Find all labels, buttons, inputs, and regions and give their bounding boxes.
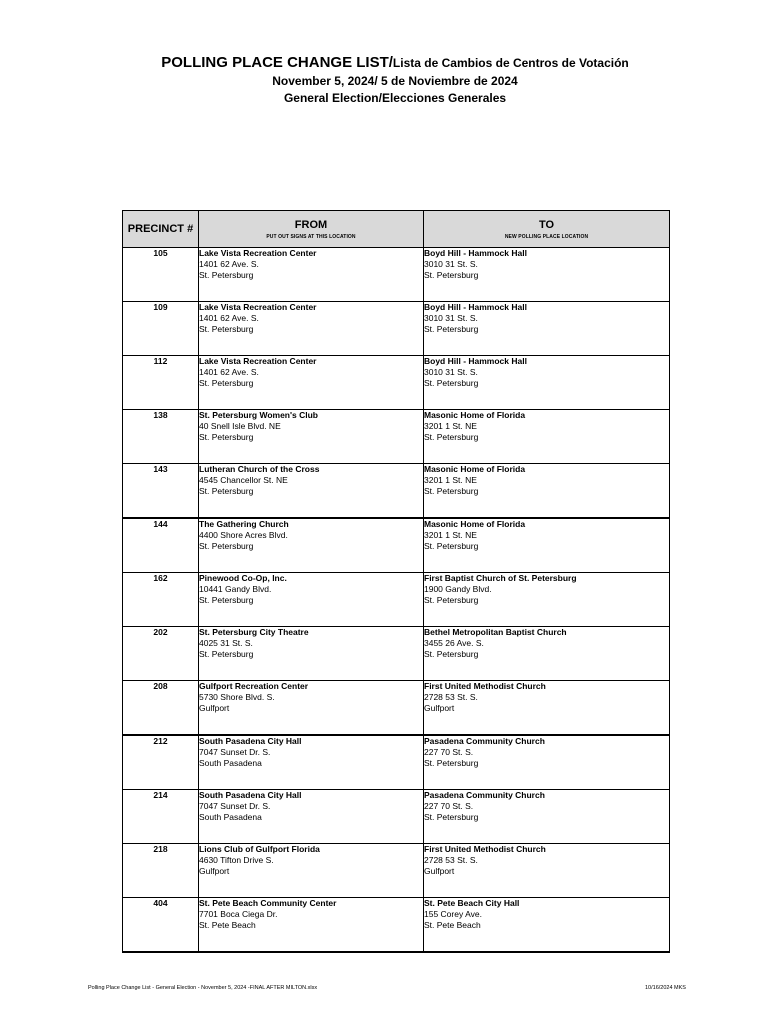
- from-location-address: 1401 62 Ave. S.: [199, 312, 259, 323]
- from-location: [199, 248, 424, 302]
- from-location-address: 1401 62 Ave. S.: [199, 258, 259, 269]
- to-location: [424, 735, 670, 790]
- precinct-column-header: PRECINCT #: [123, 211, 199, 248]
- to-location-city: St. Petersburg: [424, 648, 479, 659]
- precinct-number: 144: [123, 518, 199, 573]
- from-location: [199, 898, 424, 953]
- precinct-number: 208: [123, 681, 199, 736]
- to-location: [424, 518, 670, 573]
- to-location-city: St. Pete Beach: [424, 919, 481, 930]
- to-location-address: 3201 1 St. NE: [424, 529, 477, 540]
- from-location: [199, 627, 424, 681]
- to-location-name: Pasadena Community Church: [424, 736, 545, 746]
- to-location-name: Masonic Home of Florida: [424, 519, 526, 529]
- to-location-name: St. Pete Beach City Hall: [424, 898, 520, 908]
- from-location-name: South Pasadena City Hall: [199, 790, 302, 800]
- from-location-address: 7701 Boca Ciega Dr.: [199, 908, 278, 919]
- from-location: [199, 573, 424, 627]
- to-location-name: Bethel Metropolitan Baptist Church: [424, 627, 567, 637]
- to-location-city: Gulfport: [424, 865, 455, 876]
- to-location: [424, 464, 670, 519]
- from-location-name: South Pasadena City Hall: [199, 736, 302, 746]
- table-row: [123, 790, 670, 844]
- to-location-address: 2728 53 St. S.: [424, 691, 478, 702]
- to-location-name: Boyd Hill - Hammock Hall: [424, 302, 527, 312]
- footer-filename: Polling Place Change List - General Election - November 5, 2024 -FINAL AFTER MILTON.xlsx: [88, 985, 318, 991]
- from-location-address: 40 Snell Isle Blvd. NE: [199, 420, 281, 431]
- polling-change-table: [122, 210, 670, 953]
- precinct-number: 109: [123, 302, 199, 356]
- election-date: November 5, 2024/ 5 de Noviembre de 2024: [272, 74, 518, 88]
- to-location-city: St. Petersburg: [424, 377, 479, 388]
- table-row: [123, 681, 670, 736]
- from-location: [199, 356, 424, 410]
- to-location-name: Boyd Hill - Hammock Hall: [424, 248, 527, 258]
- from-location: [199, 844, 424, 898]
- from-location-name: Lake Vista Recreation Center: [199, 356, 317, 366]
- to-location-name: First United Methodist Church: [424, 681, 546, 691]
- from-location-name: The Gathering Church: [199, 519, 289, 529]
- to-location-name: Boyd Hill - Hammock Hall: [424, 356, 527, 366]
- from-location-name: Lutheran Church of the Cross: [199, 464, 320, 474]
- from-location-address: 1401 62 Ave. S.: [199, 366, 259, 377]
- to-location-address: 3201 1 St. NE: [424, 420, 477, 431]
- to-column-header: TO NEW POLLING PLACE LOCATION: [424, 211, 670, 248]
- from-location-city: St. Petersburg: [199, 377, 254, 388]
- to-location-name: Masonic Home of Florida: [424, 464, 526, 474]
- from-column-header: FROM PUT OUT SIGNS AT THIS LOCATION: [199, 211, 424, 248]
- from-location-city: St. Petersburg: [199, 594, 254, 605]
- to-location-city: St. Petersburg: [424, 594, 479, 605]
- to-location-city: St. Petersburg: [424, 485, 479, 496]
- from-location: [199, 464, 424, 519]
- to-location-address: 2728 53 St. S.: [424, 854, 478, 865]
- precinct-number: 214: [123, 790, 199, 844]
- from-location-name: St. Pete Beach Community Center: [199, 898, 337, 908]
- precinct-number: 212: [123, 735, 199, 790]
- from-location: [199, 790, 424, 844]
- to-location-city: St. Petersburg: [424, 811, 479, 822]
- from-location-address: 10441 Gandy Blvd.: [199, 583, 272, 594]
- precinct-number: 162: [123, 573, 199, 627]
- document-title: [0, 52, 768, 73]
- table-row: [123, 627, 670, 681]
- to-location-address: 155 Corey Ave.: [424, 908, 482, 919]
- precinct-number: 202: [123, 627, 199, 681]
- title-spanish: Lista de Cambios de Centros de Votación: [392, 56, 629, 70]
- from-location-city: Gulfport: [199, 865, 230, 876]
- from-location-address: 4545 Chancellor St. NE: [199, 474, 288, 485]
- footer-date-initials: 10/16/2024 MKS: [645, 985, 686, 991]
- from-location-name: St. Petersburg City Theatre: [199, 627, 309, 637]
- from-location: [199, 735, 424, 790]
- document-header: [0, 52, 768, 107]
- to-location-city: St. Petersburg: [424, 540, 479, 551]
- to-column-subheader: NEW POLLING PLACE LOCATION: [504, 233, 589, 240]
- table-row: [123, 464, 670, 519]
- from-location-city: South Pasadena: [199, 757, 262, 768]
- from-location-city: St. Petersburg: [199, 648, 254, 659]
- to-location-name: Masonic Home of Florida: [424, 410, 526, 420]
- precinct-number: 138: [123, 410, 199, 464]
- from-location-address: 7047 Sunset Dr. S.: [199, 800, 271, 811]
- from-location-address: 4630 Tifton Drive S.: [199, 854, 274, 865]
- table-row: [123, 518, 670, 573]
- to-location-city: St. Petersburg: [424, 323, 479, 334]
- precinct-number: 105: [123, 248, 199, 302]
- to-location: [424, 302, 670, 356]
- to-location: [424, 356, 670, 410]
- precinct-number: 112: [123, 356, 199, 410]
- from-location-name: Lake Vista Recreation Center: [199, 248, 317, 258]
- to-location-city: St. Petersburg: [424, 269, 479, 280]
- from-location-address: 4400 Shore Acres Blvd.: [199, 529, 288, 540]
- title-english: POLLING PLACE CHANGE LIST/: [161, 54, 393, 71]
- precinct-number: 218: [123, 844, 199, 898]
- to-location-name: First Baptist Church of St. Petersburg: [424, 573, 577, 583]
- table-row: [123, 735, 670, 790]
- from-location-city: St. Petersburg: [199, 485, 254, 496]
- from-location-address: 7047 Sunset Dr. S.: [199, 746, 271, 757]
- to-location-city: St. Petersburg: [424, 757, 479, 768]
- to-location-address: 1900 Gandy Blvd.: [424, 583, 492, 594]
- to-location: [424, 248, 670, 302]
- from-location-city: St. Petersburg: [199, 540, 254, 551]
- from-location-city: St. Petersburg: [199, 431, 254, 442]
- table-row: [123, 356, 670, 410]
- to-location: [424, 681, 670, 736]
- from-location-address: 5730 Shore Blvd. S.: [199, 691, 275, 702]
- from-location-name: Gulfport Recreation Center: [199, 681, 309, 691]
- to-location: [424, 573, 670, 627]
- table-row: [123, 898, 670, 953]
- from-location: [199, 410, 424, 464]
- to-location: [424, 627, 670, 681]
- from-location-city: South Pasadena: [199, 811, 262, 822]
- precinct-number: 404: [123, 898, 199, 953]
- from-location-name: Lions Club of Gulfport Florida: [199, 844, 320, 854]
- from-location-name: St. Petersburg Women's Club: [199, 410, 318, 420]
- from-location-city: St. Petersburg: [199, 323, 254, 334]
- to-location-address: 227 70 St. S.: [424, 800, 474, 811]
- to-location: [424, 790, 670, 844]
- from-location: [199, 681, 424, 736]
- from-column-subheader: PUT OUT SIGNS AT THIS LOCATION: [266, 233, 356, 240]
- from-location-address: 4025 31 St. S.: [199, 637, 253, 648]
- from-location-city: St. Pete Beach: [199, 919, 256, 930]
- to-location-address: 3010 31 St. S.: [424, 366, 478, 377]
- to-location-address: 3201 1 St. NE: [424, 474, 477, 485]
- table-row: [123, 248, 670, 302]
- to-location: [424, 898, 670, 953]
- from-location-name: Lake Vista Recreation Center: [199, 302, 317, 312]
- table-header-row: [123, 211, 670, 248]
- from-location-name: Pinewood Co-Op, Inc.: [199, 573, 287, 583]
- to-location-address: 3455 26 Ave. S.: [424, 637, 484, 648]
- from-location-city: St. Petersburg: [199, 269, 254, 280]
- table-row: [123, 302, 670, 356]
- precinct-number: 143: [123, 464, 199, 519]
- to-location: [424, 844, 670, 898]
- to-location-name: First United Methodist Church: [424, 844, 546, 854]
- from-location-city: Gulfport: [199, 702, 230, 713]
- table-row: [123, 573, 670, 627]
- to-location-city: St. Petersburg: [424, 431, 479, 442]
- table-row: [123, 844, 670, 898]
- to-location-address: 3010 31 St. S.: [424, 312, 478, 323]
- from-location: [199, 518, 424, 573]
- election-name: General Election/Elecciones Generales: [283, 91, 507, 105]
- to-location: [424, 410, 670, 464]
- from-location: [199, 302, 424, 356]
- to-location-address: 3010 31 St. S.: [424, 258, 478, 269]
- to-location-address: 227 70 St. S.: [424, 746, 474, 757]
- to-location-name: Pasadena Community Church: [424, 790, 545, 800]
- table-row: [123, 410, 670, 464]
- to-location-city: Gulfport: [424, 702, 455, 713]
